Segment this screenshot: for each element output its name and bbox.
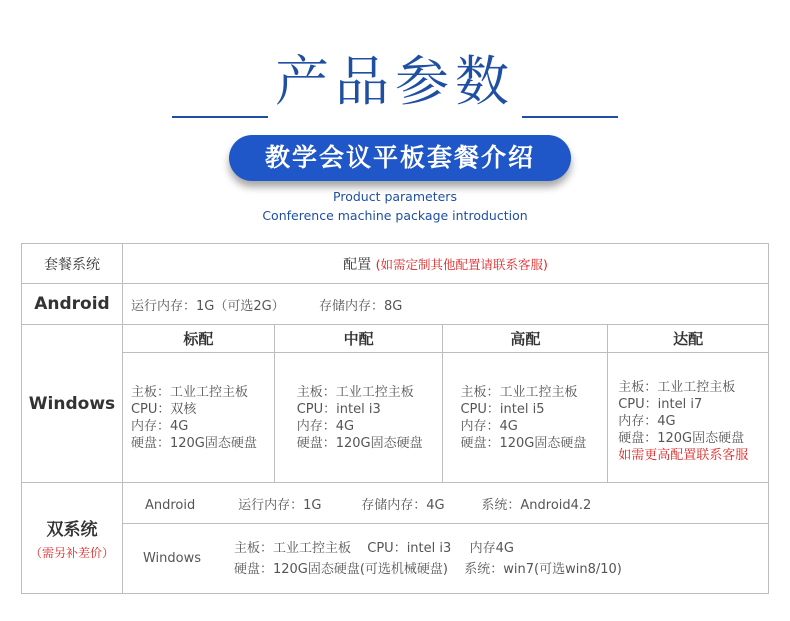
tier-name: 标配 — [122, 325, 274, 353]
table-header-row — [22, 244, 769, 284]
windows-tier-spec-row — [22, 353, 769, 483]
tier-name: 高配 — [443, 325, 608, 353]
dual-android-cell — [122, 483, 768, 524]
android-storage: 存储内存：8G — [318, 298, 403, 314]
dual-windows-cpu: CPU：intel i3 — [367, 540, 452, 556]
spec-table — [21, 243, 769, 594]
spec-line: 内存：4G — [618, 414, 676, 429]
dual-windows-system: 系统：win7(可选win8/10) — [464, 561, 622, 577]
header-system-label: 套餐系统 — [43, 256, 100, 273]
dual-android-storage: 存储内存：4G — [361, 497, 445, 513]
dual-android-row — [22, 483, 769, 524]
spec-line: 内存：4G — [296, 418, 355, 434]
spec-line: 内存：4G — [130, 418, 189, 434]
tier-name: 中配 — [274, 325, 443, 353]
android-ram: 运行内存：1G（可选2G） — [130, 298, 285, 314]
section-pill: 教学会议平板套餐介绍 — [229, 135, 571, 181]
title-right-rule — [522, 116, 618, 118]
dual-windows-board: 主板：工业工控主板 — [233, 540, 351, 556]
dual-windows-row — [22, 524, 769, 594]
dual-android-os: Android — [144, 497, 196, 513]
dual-label: 双系统 — [46, 520, 98, 540]
dual-windows-cell — [122, 524, 768, 594]
windows-tier-header-row — [22, 325, 769, 353]
android-label: Android — [22, 284, 123, 325]
page-title: 产品参数 — [275, 50, 515, 113]
subtitle-line-2: Conference machine package introduction — [262, 208, 528, 223]
spec-line: 硬盘：120G固态硬盘 — [618, 431, 745, 446]
spec-line: 主板：工业工控主板 — [618, 380, 736, 395]
tier-name: 达配 — [608, 325, 769, 353]
subtitle-line-1: Product parameters — [333, 189, 457, 204]
spec-line: 硬盘：120G固态硬盘 — [130, 435, 257, 451]
tier-note: 如需更高配置联系客服 — [618, 448, 749, 463]
spec-line: 主板：工业工控主板 — [296, 384, 414, 400]
header-config-note: (如需定制其他配置请联系客服) — [375, 256, 548, 272]
spec-line: 内存：4G — [460, 418, 518, 434]
tier-spec-cell — [608, 353, 769, 483]
spec-line: CPU：intel i3 — [296, 401, 381, 417]
header-config-label: 配置 — [343, 256, 372, 273]
dual-label-cell — [22, 483, 123, 594]
dual-windows-ram: 内存4G — [469, 540, 514, 556]
dual-android-system: 系统：Android4.2 — [481, 497, 592, 513]
spec-line: CPU：intel i7 — [618, 397, 703, 412]
spec-line: 主板：工业工控主板 — [460, 384, 578, 400]
spec-line: 主板：工业工控主板 — [130, 384, 248, 400]
header-config-cell — [122, 244, 768, 284]
spec-line: CPU：intel i5 — [460, 401, 545, 417]
dual-windows-disk: 硬盘：120G固态硬盘(可选机械硬盘) — [233, 561, 448, 577]
spec-line: CPU：双核 — [130, 401, 197, 417]
android-row — [22, 284, 769, 325]
dual-windows-os: Windows — [142, 551, 201, 566]
tier-spec-cell — [443, 353, 608, 483]
title-left-rule — [172, 116, 268, 118]
windows-label: Windows — [22, 325, 123, 483]
tier-spec-cell — [274, 353, 443, 483]
dual-android-ram: 运行内存：1G — [238, 497, 322, 513]
tier-spec-cell — [122, 353, 274, 483]
spec-line: 硬盘：120G固态硬盘 — [460, 435, 587, 451]
spec-line: 硬盘：120G固态硬盘 — [296, 435, 423, 451]
header-system-cell — [22, 244, 123, 284]
dual-note: （需另补差价） — [29, 546, 114, 560]
android-config-cell — [122, 284, 768, 325]
